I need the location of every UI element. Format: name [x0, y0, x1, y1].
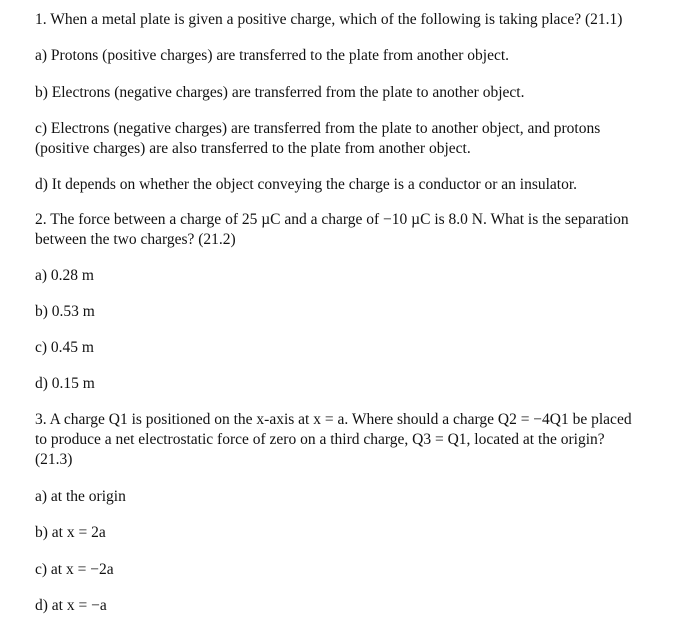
question-3-option-b: b) at x = 2a	[35, 524, 106, 541]
question-2-option-c: c) 0.45 m	[35, 339, 94, 356]
question-3-option-c: c) at x = −2a	[35, 561, 114, 578]
question-1-stem: 1. When a metal plate is given a positive charge, which of the following is taking place? (21.1)	[35, 11, 623, 28]
question-2-option-d: d) 0.15 m	[35, 375, 95, 392]
question-1-option-d: d) It depends on whether the object conveying the charge is a conductor or an insulator.	[35, 176, 578, 193]
question-3-option-d: d) at x = −a	[35, 597, 107, 614]
question-3-stem-line-1: 3. A charge Q1 is positioned on the x-axis at x = a. Where should a charge Q2 = −4Q1 be placed	[35, 411, 632, 428]
question-2-stem-line-1: 2. The force between a charge of 25 µC and a charge of −10 µC is 8.0 N. What is the separation	[35, 211, 629, 228]
question-1-option-a: a) Protons (positive charges) are transferred to the plate from another object.	[35, 47, 510, 64]
question-2-option-b: b) 0.53 m	[35, 303, 95, 320]
question-3-option-a: a) at the origin	[35, 488, 126, 505]
question-2-stem-line-2: between the two charges? (21.2)	[35, 231, 236, 248]
question-2-option-a: a) 0.28 m	[35, 267, 94, 284]
question-3-stem-line-2: to produce a net electrostatic force of zero on a third charge, Q3 = Q1, located at the origin?	[35, 431, 605, 448]
question-1-option-b: b) Electrons (negative charges) are transferred from the plate to another object.	[35, 84, 525, 101]
question-3-stem-line-3: (21.3)	[35, 451, 73, 468]
question-1-option-c: c) Electrons (negative charges) are transferred from the plate to another object, and protons	[35, 120, 601, 137]
question-1-option-c-continued: (positive charges) are also transferred to the plate from another object.	[35, 140, 471, 157]
